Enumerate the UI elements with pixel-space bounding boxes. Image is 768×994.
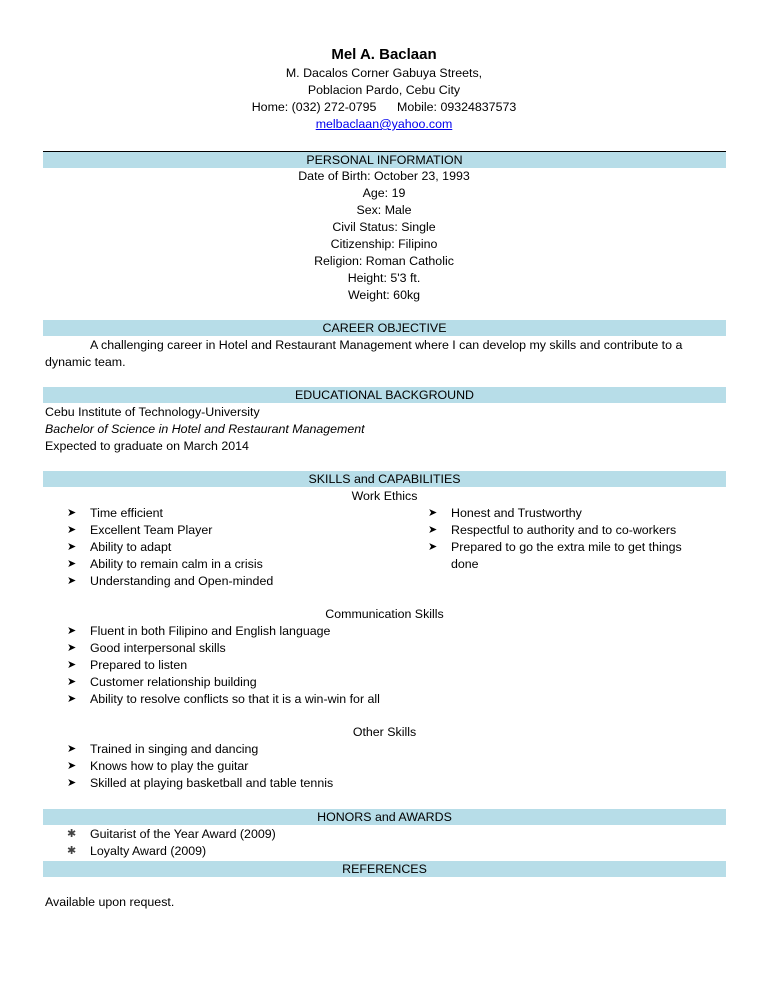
personal-info-line: Religion: Roman Catholic	[314, 254, 454, 268]
school-name: Cebu Institute of Technology-University	[45, 405, 260, 419]
arrowhead-bullet-icon: ➤	[67, 524, 77, 536]
arrowhead-bullet-icon: ➤	[67, 541, 77, 553]
arrowhead-bullet-icon: ➤	[428, 524, 438, 536]
degree-name: Bachelor of Science in Hotel and Restaurant Management	[45, 422, 365, 436]
personal-info-heading: PERSONAL INFORMATION	[43, 152, 726, 168]
arrowhead-bullet-icon: ➤	[428, 507, 438, 519]
arrowhead-bullet-icon: ➤	[428, 541, 438, 553]
communication-skills-list	[45, 623, 726, 708]
other-skills-title: Other Skills	[352, 725, 417, 739]
communication-skills-title: Communication Skills	[325, 607, 444, 621]
list-item: ➤ Knows how to play the guitar	[67, 759, 249, 773]
work-ethics-right-list	[406, 505, 726, 573]
arrowhead-bullet-icon: ➤	[67, 575, 77, 587]
personal-info-section	[0, 168, 768, 304]
email-link[interactable]: melbaclaan@yahoo.com	[315, 117, 453, 131]
arrowhead-bullet-icon: ➤	[67, 625, 77, 637]
list-item: ➤ Understanding and Open-minded	[67, 574, 274, 588]
list-item: ➤ Customer relationship building	[67, 675, 257, 689]
graduation-date: Expected to graduate on March 2014	[45, 439, 249, 453]
list-item: ➤ Fluent in both Filipino and English language	[67, 624, 331, 638]
arrowhead-bullet-icon: ➤	[67, 558, 77, 570]
honors-list	[45, 826, 726, 860]
objective-line-2: dynamic team.	[45, 355, 126, 369]
personal-info-line: Date of Birth: October 23, 1993	[298, 169, 470, 183]
list-item: ✱ Guitarist of the Year Award (2009)	[67, 827, 276, 841]
work-ethics-title: Work Ethics	[351, 489, 418, 503]
work-ethics-left-list	[45, 505, 405, 590]
references-heading: REFERENCES	[43, 861, 726, 877]
arrowhead-bullet-icon: ➤	[67, 693, 77, 705]
personal-info-line: Weight: 60kg	[347, 288, 421, 302]
list-item: ➤ Trained in singing and dancing	[67, 742, 259, 756]
arrowhead-bullet-icon: ➤	[67, 659, 77, 671]
list-item: ➤ Time efficient	[67, 506, 163, 520]
personal-info-line: Civil Status: Single	[332, 220, 436, 234]
list-item: ➤ Skilled at playing basketball and table tennis	[67, 776, 334, 790]
personal-info-line: Height: 5'3 ft.	[347, 271, 421, 285]
address-line-1: M. Dacalos Corner Gabuya Streets,	[285, 66, 483, 80]
list-item: ➤ Prepared to listen	[67, 658, 188, 672]
header	[0, 45, 768, 133]
personal-info-line: Age: 19	[362, 186, 406, 200]
arrowhead-bullet-icon: ➤	[67, 777, 77, 789]
personal-info-line: Sex: Male	[356, 203, 412, 217]
list-item: ➤ Good interpersonal skills	[67, 641, 226, 655]
arrowhead-bullet-icon: ➤	[67, 642, 77, 654]
list-item: ➤ Honest and Trustworthy	[428, 506, 582, 520]
arrowhead-bullet-icon: ➤	[67, 676, 77, 688]
references-text: Available upon request.	[45, 895, 175, 909]
list-item: ➤ Excellent Team Player	[67, 523, 213, 537]
list-item: ➤ Prepared to go the extra mile to get things done	[428, 540, 682, 571]
list-item: ➤ Ability to adapt	[67, 540, 172, 554]
objective-line-1: A challenging career in Hotel and Restaurant Management where I can develop my skills and contribute to a	[90, 338, 683, 352]
arrowhead-bullet-icon: ➤	[67, 743, 77, 755]
career-objective-text	[45, 337, 726, 371]
skills-heading: SKILLS and CAPABILITIES	[43, 471, 726, 487]
phone-numbers: Home: (032) 272-0795 Mobile: 09324837573	[251, 100, 517, 114]
arrowhead-bullet-icon: ➤	[67, 507, 77, 519]
career-objective-heading: CAREER OBJECTIVE	[43, 320, 726, 336]
list-item: ➤ Respectful to authority and to co-workers	[428, 523, 677, 537]
list-item: ➤ Ability to resolve conflicts so that it is a win-win for all	[67, 692, 380, 706]
list-item: ✱ Loyalty Award (2009)	[67, 844, 207, 858]
asterisk-bullet-icon: ✱	[67, 845, 77, 857]
applicant-name: Mel A. Baclaan	[331, 46, 437, 63]
honors-heading: HONORS and AWARDS	[43, 809, 726, 825]
other-skills-list	[45, 741, 726, 792]
education-heading: EDUCATIONAL BACKGROUND	[43, 387, 726, 403]
list-item: ➤ Ability to remain calm in a crisis	[67, 557, 263, 571]
address-line-2: Poblacion Pardo, Cebu City	[307, 83, 461, 97]
personal-info-line: Citizenship: Filipino	[330, 237, 438, 251]
education-section	[45, 404, 726, 455]
arrowhead-bullet-icon: ➤	[67, 760, 77, 772]
asterisk-bullet-icon: ✱	[67, 828, 77, 840]
